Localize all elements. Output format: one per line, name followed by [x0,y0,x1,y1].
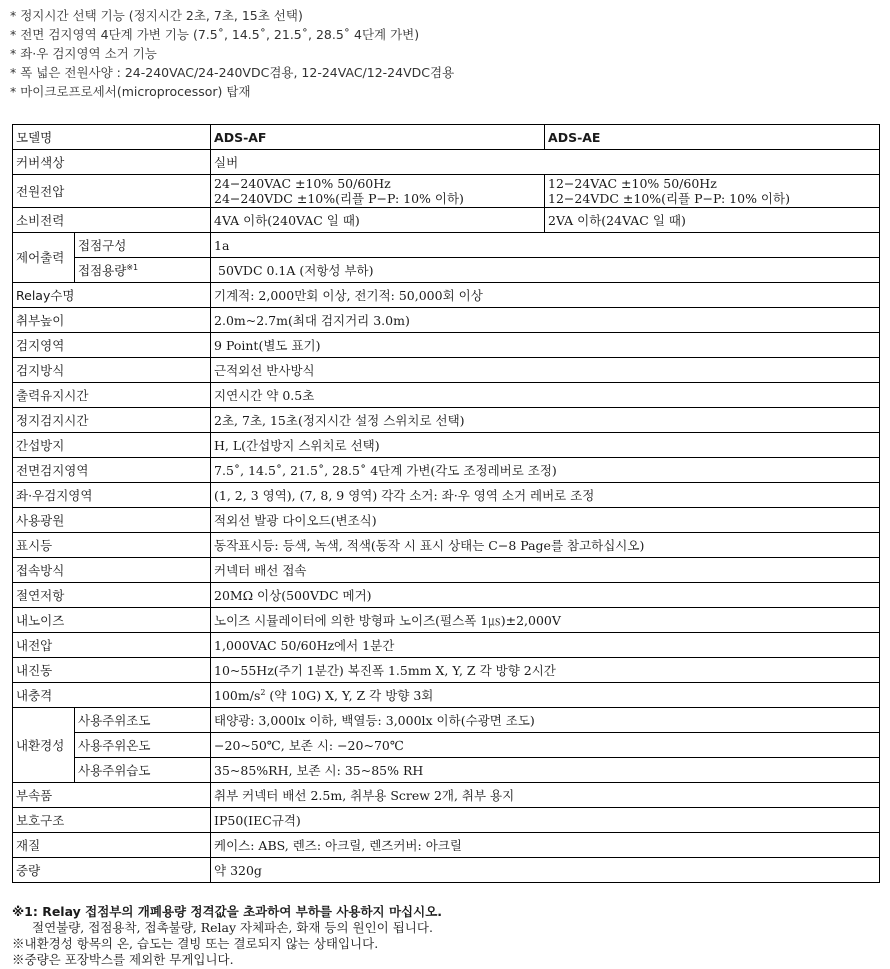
table-row [13,408,880,433]
row-value-af: 4VA 이하(240VAC 일 때) [211,208,545,233]
footnote-mark: ※1 [126,262,139,272]
row-value: 기계적: 2,000만회 이상, 전기적: 50,000회 이상 [211,283,880,308]
table-row [13,858,880,883]
row-value [211,258,880,283]
table-row [13,808,880,833]
table-row [13,658,880,683]
row-value: (1, 2, 3 영역), (7, 8, 9 영역) 각각 소거: 좌·우 영역 소거 레버로 조정 [211,483,880,508]
row-value: 태양광: 3,000lx 이하, 백열등: 3,000lx 이하(수광면 조도) [211,708,880,733]
table-row [13,258,880,283]
row-label: 부속품 [13,783,211,808]
feature-item: * 좌·우 검지영역 소거 기능 [10,46,157,61]
row-value: 노이즈 시뮬레이터에 의한 방형파 노이즈(펄스폭 1㎲)±2,000V [211,608,880,633]
row-label: Relay수명 [13,283,211,308]
spec-table [12,124,880,883]
table-row [13,608,880,633]
row-label: 모델명 [13,125,211,150]
row-label: 출력유지시간 [13,383,211,408]
row-value: IP50(IEC규격) [211,808,880,833]
row-label: 절연저항 [13,583,211,608]
row-label: 표시등 [13,533,211,558]
row-value: 커넥터 배선 접속 [211,558,880,583]
table-row [13,583,880,608]
table-row [13,833,880,858]
feature-item: * 전면 검지영역 4단계 가변 기능 (7.5˚, 14.5˚, 21.5˚, 28.5˚ 4단계 가변) [10,27,420,42]
table-row [13,333,880,358]
row-value [211,683,880,708]
row-value: 20MΩ 이상(500VDC 메거) [211,583,880,608]
table-row [13,358,880,383]
footnote-environment: ※내환경성 항목의 온, 습도는 결빙 또는 결로되지 않는 상태입니다. [12,936,379,951]
table-row [13,150,880,175]
table-row [13,433,880,458]
row-label: 내환경성 [13,708,75,783]
row-value: 근적외선 반사방식 [211,358,880,383]
model-af-header: ADS-AF [211,125,545,150]
sub-label-text: 접점용량 [78,262,127,278]
table-row [13,208,880,233]
row-label: 내진동 [13,658,211,683]
table-row [13,558,880,583]
value-line: 24−240VAC ±10% 50/60Hz [214,176,391,191]
value-text: 50VDC 0.1A (저항성 부하) [218,262,374,278]
row-value: 7.5˚, 14.5˚, 21.5˚, 28.5˚ 4단계 가변(각도 조정레버로 조정) [211,458,880,483]
row-value: 동작표시등: 등색, 녹색, 적색(동작 시 표시 상태는 C−8 Page를 참고하십시오) [211,533,880,558]
row-label: 검지영역 [13,333,211,358]
row-label: 소비전력 [13,208,211,233]
model-ae-header: ADS-AE [545,125,880,150]
table-row [13,758,880,783]
table-row [13,783,880,808]
footnote-weight: ※중량은 포장박스를 제외한 무게입니다. [12,952,234,967]
value-line: 12−24VAC ±10% 50/60Hz [548,176,717,191]
row-label: 내전압 [13,633,211,658]
row-label: 커버색상 [13,150,211,175]
row-label: 전원전압 [13,175,211,208]
row-label: 내충격 [13,683,211,708]
table-row [13,508,880,533]
table-row [13,733,880,758]
sub-label [75,258,211,283]
row-value: 2.0m~2.7m(최대 검지거리 3.0m) [211,308,880,333]
row-label: 전면검지영역 [13,458,211,483]
value-line: 24−240VDC ±10%(리플 P−P: 10% 이하) [214,191,464,206]
row-label-text: 제어출력 [16,250,65,265]
table-row [13,533,880,558]
footnote-1: ※1: Relay 접점부의 개폐용량 정격값을 초과하여 부하를 사용하지 마십시오. [12,904,443,919]
row-value: 1,000VAC 50/60Hz에서 1분간 [211,633,880,658]
table-row [13,483,880,508]
table-row [13,683,880,708]
row-label: 재질 [13,833,211,858]
row-label: 중량 [13,858,211,883]
feature-item: * 폭 넓은 전원사양 : 24-240VAC/24-240VDC겸용, 12-24VAC/12-24VDC겸용 [10,65,455,80]
sub-label: 접점구성 [75,233,211,258]
row-value: 케이스: ABS, 렌즈: 아크릴, 렌즈커버: 아크릴 [211,833,880,858]
table-row [13,708,880,733]
row-label: 내노이즈 [13,608,211,633]
row-label: 간섭방지 [13,433,211,458]
row-value: 2초, 7초, 15초(정지시간 설정 스위치로 선택) [211,408,880,433]
row-label: 보호구조 [13,808,211,833]
row-value: 9 Point(별도 표기) [211,333,880,358]
row-value: 실버 [211,150,880,175]
table-row [13,383,880,408]
row-label: 접속방식 [13,558,211,583]
sub-label: 사용주위온도 [75,733,211,758]
row-value: 1a [211,233,880,258]
row-value-af [211,175,545,208]
footnote-1-detail: 절연불량, 접점용착, 접촉불량, Relay 자체파손, 화재 등의 원인이 됩니다. [32,920,433,935]
row-value: 35~85%RH, 보존 시: 35~85% RH [211,758,880,783]
table-row [13,175,880,208]
row-label: 좌·우검지영역 [13,483,211,508]
row-label: 정지검지시간 [13,408,211,433]
footnotes [12,904,882,968]
table-row [13,125,880,150]
table-row [13,308,880,333]
row-label: 검지방식 [13,358,211,383]
row-label [13,233,75,283]
row-value: H, L(간섭방지 스위치로 선택) [211,433,880,458]
row-value-ae [545,175,880,208]
row-value: 취부 커넥터 배선 2.5m, 취부용 Screw 2개, 취부 용지 [211,783,880,808]
row-value: 약 320g [211,858,880,883]
feature-list [10,6,880,101]
value-line: 12−24VDC ±10%(리플 P−P: 10% 이하) [548,191,790,206]
row-value: 적외선 발광 다이오드(변조식) [211,508,880,533]
value-text: 100m/s [214,687,261,703]
row-label: 사용광원 [13,508,211,533]
value-text: (약 10G) X, Y, Z 각 방향 3회 [265,687,434,703]
table-row [13,633,880,658]
row-value-ae: 2VA 이하(24VAC 일 때) [545,208,880,233]
table-row [13,283,880,308]
sub-label: 사용주위조도 [75,708,211,733]
feature-item: * 정지시간 선택 기능 (정지시간 2초, 7초, 15초 선택) [10,8,303,23]
table-row [13,458,880,483]
superscript: 2 [260,687,266,697]
row-value: −20~50℃, 보존 시: −20~70℃ [211,733,880,758]
row-value: 지연시간 약 0.5초 [211,383,880,408]
sub-label: 사용주위습도 [75,758,211,783]
feature-item: * 마이크로프로세서(microprocessor) 탑재 [10,84,251,99]
row-label: 취부높이 [13,308,211,333]
row-value: 10~55Hz(주기 1분간) 복진폭 1.5mm X, Y, Z 각 방향 2시간 [211,658,880,683]
table-row [13,233,880,258]
